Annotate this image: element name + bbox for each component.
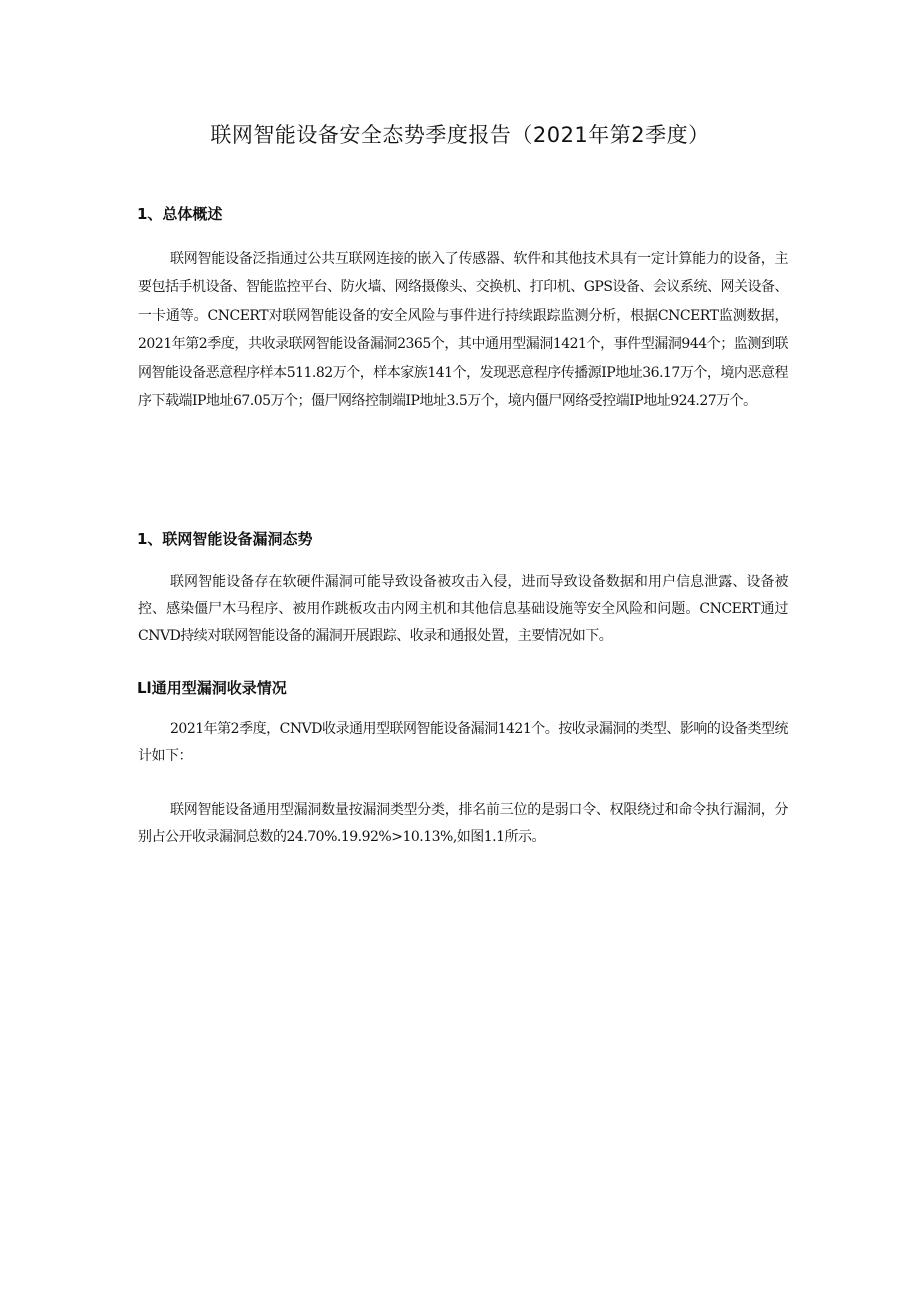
section-heading-overview: 1、总体概述: [137, 205, 223, 223]
general-vulnerabilities-paragraph: 2021年第2季度，CNVD收录通用型联网智能设备漏洞1421个。按收录漏洞的类型、影响的设备类型统计如下：: [138, 721, 788, 764]
overview-paragraph: 联网智能设备泛指通过公共互联网连接的嵌入了传感器、软件和其他技术具有一定计算能力的设备，主要包括手机设备、智能监控平台、防火墙、网络摄像头、交换机、打印机、GPS设备、会议系统、网关设备、一卡通等。CNCERT对联网智能设备的安全风险与事件进行持续跟踪监测分析，根据CNCERT监测数据，2021年第2季度，共收录联网智能设备漏洞2365个，其中通用型漏洞1421个，事件型漏洞944个；监测到联网智能设备恶意程序样本511.82万个，样本家族141个，发现恶意程序传播源IP地址36.17万个，境内恶意程序下载端IP地址67.05万个；僵尸网络控制端IP地址3.5万个，境内僵尸网络受控端IP地址924.27万个。: [138, 251, 788, 410]
vulnerability-type-paragraph: 联网智能设备通用型漏洞数量按漏洞类型分类，排名前三位的是弱口令、权限绕过和命令执行漏洞，分别占公开收录漏洞总数的24.70%.19.92%>10.13%,如图1.1所示。: [138, 802, 788, 845]
document-title: 联网智能设备安全态势季度报告（2021年第2季度）: [210, 123, 710, 147]
section-heading-general-vulnerabilities: Ll通用型漏洞收录情况: [137, 679, 287, 697]
vulnerability-trend-paragraph: 联网智能设备存在软硬件漏洞可能导致设备被攻击入侵，进而导致设备数据和用户信息泄露、设备被控、感染僵尸木马程序、被用作跳板攻击内网主机和其他信息基础设施等安全风险和问题。CNCERT通过CNVD持续对联网智能设备的漏洞开展跟踪、收录和通报处置，主要情况如下。: [138, 574, 788, 644]
section-heading-vulnerability-trend: 1、联网智能设备漏洞态势: [137, 530, 313, 548]
